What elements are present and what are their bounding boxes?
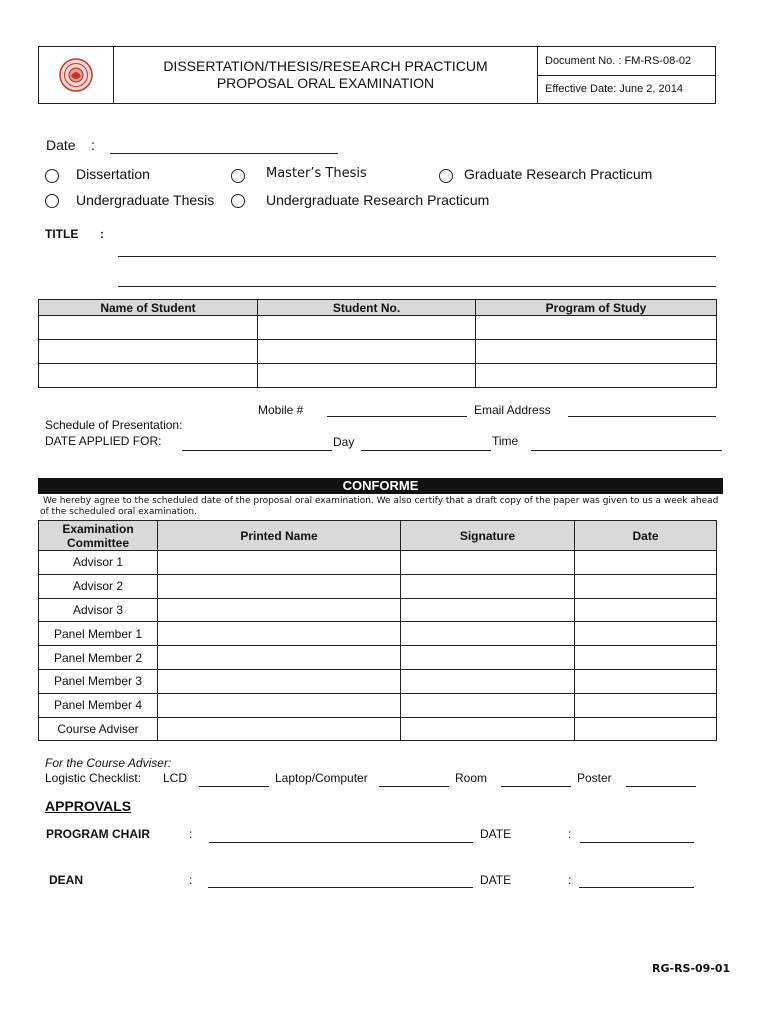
conforme-note [40, 496, 728, 518]
student-no-cell[interactable] [258, 340, 476, 364]
course-adviser-heading: For the Course Adviser: [45, 756, 172, 770]
conforme-note-line2: of the scheduled oral examination. [40, 507, 197, 517]
committee-role: Panel Member 2 [39, 646, 158, 670]
printed-name-cell[interactable] [158, 551, 401, 575]
undergraduate-thesis-label: Undergraduate Thesis [76, 192, 215, 208]
date-applied-label: DATE APPLIED FOR: [45, 434, 162, 448]
signature-cell[interactable] [401, 646, 575, 670]
signature-cell[interactable] [401, 622, 575, 646]
document-number: Document No. : FM-RS-08-02 [538, 47, 715, 76]
title-colon: : [100, 227, 104, 241]
form-title-line2: PROPOSAL ORAL EXAMINATION [216, 75, 435, 91]
conforme-note-line1: We hereby agree to the scheduled date of the proposal oral examination. We also certify that a draft copy of the paper was given to us a week ahead [43, 496, 719, 506]
printed-name-cell[interactable] [158, 622, 401, 646]
title-field-line2[interactable] [118, 286, 716, 287]
email-label: Email Address [474, 403, 551, 417]
committee-table [38, 520, 717, 741]
graduate-research-practicum-radio[interactable] [439, 169, 453, 183]
poster-label: Poster [577, 771, 612, 785]
date-cell[interactable] [575, 717, 717, 741]
undergraduate-research-practicum-label: Undergraduate Research Practicum [266, 192, 490, 208]
dean-date-colon: : [568, 873, 572, 887]
dean-colon: : [189, 873, 193, 887]
program-cell[interactable] [476, 340, 717, 364]
university-seal-icon [59, 58, 93, 92]
form-code: RG-RS-09-01 [652, 962, 731, 975]
lcd-field[interactable] [199, 786, 269, 787]
column-header-date: Date [575, 521, 717, 551]
program-chair-date-label: DATE [480, 827, 512, 841]
committee-role: Panel Member 3 [39, 669, 158, 693]
undergraduate-research-practicum-radio[interactable] [231, 194, 245, 208]
date-cell[interactable] [575, 574, 717, 598]
printed-name-cell[interactable] [158, 717, 401, 741]
table-row [39, 574, 717, 598]
logo-cell [39, 47, 114, 103]
program-chair-label: PROGRAM CHAIR [46, 827, 150, 841]
form-title-line1: DISSERTATION/THESIS/RESEARCH PRACTICUM [163, 58, 488, 74]
program-cell[interactable] [476, 316, 717, 340]
column-header-committee-line1: Examination [62, 521, 134, 536]
date-cell[interactable] [575, 598, 717, 622]
table-row [39, 669, 717, 693]
effective-date: Effective Date: June 2, 2014 [545, 83, 683, 96]
student-table [38, 299, 717, 388]
signature-cell[interactable] [401, 574, 575, 598]
dean-signature-field[interactable] [208, 887, 473, 888]
signature-cell[interactable] [401, 669, 575, 693]
date-applied-field[interactable] [182, 450, 332, 451]
dissertation-label: Dissertation [76, 166, 150, 182]
masters-thesis-radio[interactable] [231, 169, 245, 183]
program-chair-date-colon: : [568, 827, 572, 841]
table-row [39, 340, 717, 364]
graduate-research-practicum-label: Graduate Research Practicum [464, 166, 653, 182]
schedule-label: Schedule of Presentation: [45, 418, 183, 432]
column-header-committee [39, 521, 158, 551]
document-meta [538, 47, 715, 103]
column-header-signature: Signature [401, 521, 575, 551]
approvals-heading: APPROVALS [45, 798, 132, 814]
table-row [39, 598, 717, 622]
printed-name-cell[interactable] [158, 693, 401, 717]
date-cell[interactable] [575, 551, 717, 575]
committee-role: Advisor 3 [39, 598, 158, 622]
day-field[interactable] [361, 450, 491, 451]
day-label: Day [333, 435, 355, 449]
student-name-cell[interactable] [39, 364, 258, 388]
column-header-name: Name of Student [39, 300, 258, 316]
conforme-heading: CONFORME [38, 478, 723, 494]
student-name-cell[interactable] [39, 316, 258, 340]
table-row [39, 316, 717, 340]
table-row [39, 646, 717, 670]
program-chair-colon: : [189, 827, 193, 841]
date-cell[interactable] [575, 622, 717, 646]
form-title [114, 47, 538, 103]
laptop-label: Laptop/Computer [275, 771, 368, 785]
table-row [39, 622, 717, 646]
dean-date-field[interactable] [579, 887, 694, 888]
time-field[interactable] [531, 450, 722, 451]
mobile-label: Mobile # [258, 403, 304, 417]
dissertation-radio[interactable] [45, 169, 59, 183]
column-header-printed-name: Printed Name [158, 521, 401, 551]
column-header-student-no: Student No. [258, 300, 476, 316]
student-name-cell[interactable] [39, 340, 258, 364]
title-label: TITLE [45, 227, 79, 241]
room-label: Room [455, 771, 488, 785]
date-colon: : [91, 137, 95, 153]
email-field[interactable] [568, 416, 716, 417]
printed-name-cell[interactable] [158, 598, 401, 622]
masters-thesis-label: Master’s Thesis [266, 166, 367, 181]
committee-role: Panel Member 4 [39, 693, 158, 717]
table-row [39, 717, 717, 741]
dean-label: DEAN [49, 873, 84, 887]
room-field[interactable] [501, 786, 571, 787]
lcd-label: LCD [163, 771, 188, 785]
student-table-header [39, 300, 717, 316]
mobile-field[interactable] [327, 416, 467, 417]
committee-table-header [39, 521, 717, 551]
table-row [39, 551, 717, 575]
program-cell[interactable] [476, 364, 717, 388]
column-header-committee-line2: Committee [66, 535, 129, 550]
committee-role: Advisor 2 [39, 574, 158, 598]
date-label: Date [46, 137, 76, 153]
program-chair-date-field[interactable] [580, 842, 694, 843]
committee-role: Course Adviser [39, 717, 158, 741]
time-label: Time [492, 434, 519, 448]
laptop-field[interactable] [379, 786, 449, 787]
student-no-cell[interactable] [258, 364, 476, 388]
signature-cell[interactable] [401, 551, 575, 575]
table-row [39, 693, 717, 717]
committee-role: Panel Member 1 [39, 622, 158, 646]
date-cell[interactable] [575, 669, 717, 693]
student-no-cell[interactable] [258, 316, 476, 340]
poster-field[interactable] [626, 786, 696, 787]
logistic-checklist-label: Logistic Checklist: [45, 771, 142, 785]
printed-name-cell[interactable] [158, 574, 401, 598]
signature-cell[interactable] [401, 693, 575, 717]
document-header [38, 46, 716, 104]
signature-cell[interactable] [401, 717, 575, 741]
date-cell[interactable] [575, 646, 717, 670]
column-header-program: Program of Study [476, 300, 717, 316]
date-cell[interactable] [575, 693, 717, 717]
printed-name-cell[interactable] [158, 646, 401, 670]
signature-cell[interactable] [401, 598, 575, 622]
dean-date-label: DATE [480, 873, 512, 887]
title-field-line1[interactable] [118, 256, 716, 257]
printed-name-cell[interactable] [158, 669, 401, 693]
date-field[interactable] [110, 153, 338, 154]
program-chair-signature-field[interactable] [209, 842, 473, 843]
undergraduate-thesis-radio[interactable] [45, 194, 59, 208]
table-row [39, 364, 717, 388]
committee-role: Advisor 1 [39, 551, 158, 575]
